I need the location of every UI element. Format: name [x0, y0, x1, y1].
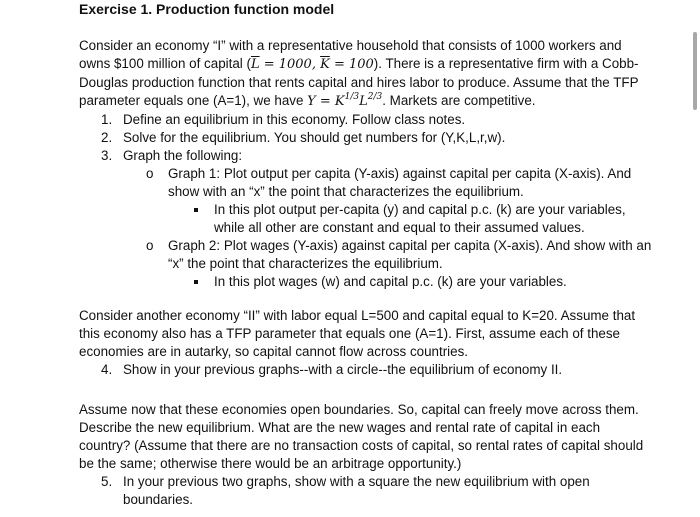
intro-line-2-b: ). There is a representative firm with a Cobb-: [373, 56, 639, 71]
economy2-line-3: economies are in autarky, so capital cannot flow across countries.: [79, 344, 469, 359]
intro-line-3: Douglas production function that rents capital and hires labor to produce. Assume that the TFP: [79, 75, 639, 90]
intro-line-4: [79, 92, 671, 111]
list-item-text: Graph the following:: [123, 148, 243, 163]
list-item: [101, 147, 671, 165]
economy2-section: [79, 307, 671, 379]
open-economy-section: [79, 401, 671, 509]
graph1-item: [146, 165, 671, 201]
graph2-sub-line-1: In this plot wages (w) and capital p.c. (k) are your variables.: [214, 274, 567, 289]
circle-bullet-icon: o: [146, 166, 154, 181]
graph2-subitem: [190, 273, 671, 291]
list-item-text: Define an equilibrium in this economy. Follow class notes.: [123, 112, 466, 127]
open-line-3: country? (Assume that there are no transaction costs of capital, so rental rates of capital should: [79, 438, 644, 453]
economy2-line-1: Consider another economy “II” with labor equal L=500 and capital equal to K=20. Assume that: [79, 308, 636, 323]
list-item-number: 4.: [101, 362, 113, 377]
graph2-item: [146, 237, 671, 273]
exercise-title: Exercise 1. Production function model: [79, 1, 335, 17]
list-item: [101, 473, 671, 509]
list-item-number: 2.: [101, 130, 113, 145]
open-item-line-1: In your previous two graphs, show with a square the new equilibrium with open: [123, 474, 590, 489]
open-line-2: Describe the new equilibrium. What are the new wages and rental rate of capital in each: [79, 420, 601, 435]
graph1-subitem: [190, 201, 671, 237]
list-item-number: 1.: [101, 112, 113, 127]
list-item-text: Solve for the equilibrium. You should get numbers for (Y,K,L,r,w).: [123, 130, 506, 145]
list-item: [101, 111, 671, 129]
circle-bullet-icon: o: [146, 238, 154, 253]
intro-line-4-a: parameter equals one (A=1), we have: [79, 93, 308, 108]
list-item-number: 3.: [101, 148, 113, 163]
square-bullet-icon: [194, 280, 198, 284]
open-item-line-2: boundaries.: [123, 492, 193, 507]
intro-line-1: Consider an economy “I” with a representative household that consists of 1000 workers and: [79, 38, 622, 53]
economy2-line-2: this economy also has a TFP parameter that equals one (A=1). First, assume each of these: [79, 326, 620, 341]
list-item: [101, 129, 671, 147]
intro-line-2-a: owns $100 million of capital (: [79, 56, 251, 71]
open-line-1: Assume now that these economies open boundaries. So, capital can freely move across them.: [79, 402, 639, 417]
graph2-line-2: “x” the point that characterizes the equilibrium.: [168, 256, 443, 271]
open-line-4: be the same; otherwise there would be an arbitrage opportunity.): [79, 456, 462, 471]
list-item-number: 5.: [101, 474, 113, 489]
capital-labor-endowment-math: $\overline{L} = 1000$, $\overline{K} = 100$: [250, 57, 374, 72]
intro-line-4-b: . Markets are competitive.: [382, 93, 536, 108]
intro-line-2: [79, 55, 671, 74]
vertical-scrollbar[interactable]: [690, 0, 700, 517]
list-item-text: Show in your previous graphs--with a circle--the equilibrium of economy II.: [123, 362, 563, 377]
square-bullet-icon: [194, 208, 198, 212]
intro-section: [79, 37, 671, 291]
graph1-sub-line-2: while all other are constant and equal to their assumed values.: [214, 220, 585, 235]
graph1-line-2: show with an “x” the point that characterizes the equilibrium.: [168, 184, 524, 199]
graph1-line-1: Graph 1: Plot output per capita (Y-axis) against capital per capita (X-axis). And: [168, 166, 632, 181]
scrollbar-thumb[interactable]: [693, 32, 697, 110]
production-function-math: $Y = K^{1/3}L^{2/3}$: [307, 91, 383, 109]
graph1-sub-line-1: In this plot output per-capita (y) and capital p.c. (k) are your variables,: [214, 202, 626, 217]
list-item: [101, 361, 671, 379]
graph2-line-1: Graph 2: Plot wages (Y-axis) against capital per capita (X-axis). And show with an: [168, 238, 652, 253]
